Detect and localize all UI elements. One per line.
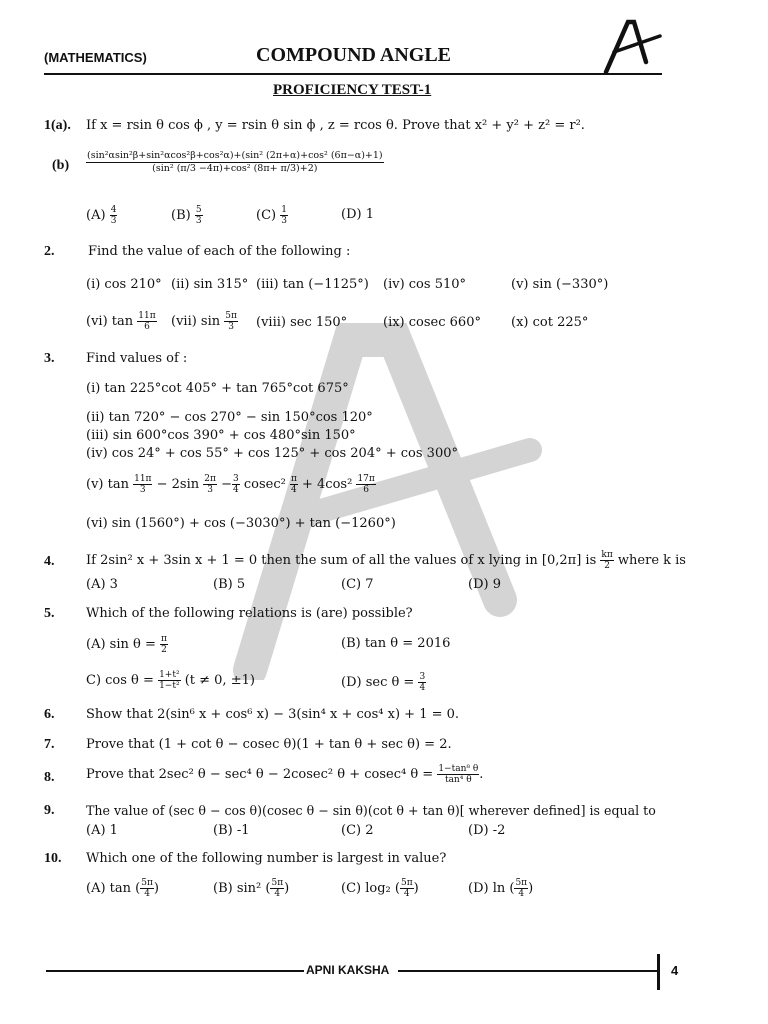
q4-number: 4.	[44, 554, 55, 569]
q10-number: 10.	[44, 851, 62, 866]
q8-text: Prove that 2sec² θ − sec⁴ θ − 2cosec² θ + cosec⁴ θ = $\frac{\text{1−tan⁸ θ}}{\text{tan⁴ θ}}$ .	[86, 764, 484, 785]
q10-option-b: (B) sin² ( $\frac{5\pi}{4}$ )	[213, 878, 290, 899]
q2-number: 2.	[44, 244, 55, 259]
footer-brand: APNI KAKSHA	[306, 963, 390, 977]
q7-number: 7.	[44, 737, 55, 752]
q6-text: Show that 2(sin⁶ x + cos⁶ x) − 3(sin⁴ x + cos⁴ x) + 1 = 0.	[86, 707, 460, 722]
q3-vi: (vi) sin (1560°) + cos (−3030°) + tan (−1260°)	[86, 516, 396, 531]
q2-viii: (viii) sec 150°	[256, 315, 348, 330]
q1b-denominator: (sin² (π/3 −4π)+cos² (8π+ π/3)+2)	[152, 163, 318, 174]
q9-option-d: (D) -2	[468, 823, 506, 838]
q1a-text: If x = rsin θ cos ϕ , y = rsin θ sin ϕ , z = rcos θ. Prove that x² + y² + z² = r².	[86, 118, 585, 133]
q4-option-d: (D) 9	[468, 577, 501, 592]
q2-iii: (iii) tan (−1125°)	[256, 277, 369, 292]
q3-iv: (iv) cos 24° + cos 55° + cos 125° + cos 204° + cos 300°	[86, 446, 458, 461]
test-title: PROFICIENCY TEST-1	[273, 82, 432, 98]
q5-text: Which of the following relations is (are) possible?	[86, 606, 413, 621]
q5-number: 5.	[44, 606, 55, 621]
q2-vi: (vi) tan $\frac{11\pi}{6}$	[86, 311, 156, 332]
q9-option-a: (A) 1	[86, 823, 118, 838]
q1b-option-c: (C) $\frac{1}{3}$	[256, 205, 287, 226]
q1a-number: 1(a).	[44, 118, 71, 133]
q2-iv: (iv) cos 510°	[383, 277, 467, 292]
header-rule	[44, 73, 662, 75]
q1b-option-b: (B) $\frac{5}{3}$	[171, 205, 202, 226]
q9-option-c: (C) 2	[341, 823, 374, 838]
footer-rule-left	[46, 970, 304, 972]
q1b-number: (b)	[52, 158, 70, 173]
q10-option-a: (A) tan ( $\frac{5\pi}{4}$ )	[86, 878, 159, 899]
q4-option-a: (A) 3	[86, 577, 118, 592]
q3-v: (v) tan $\frac{11\pi}{3}$ − 2sin $\frac{2\pi}{3}$ − $\frac{3}{4}$ cosec² $\frac{\pi}{4}$ + 4cos² $\frac{17\pi}{6}$	[86, 474, 375, 495]
q2-v: (v) sin (−330°)	[511, 277, 609, 292]
q5-option-d: (D) sec θ = $\frac{3}{4}$	[341, 672, 426, 693]
q10-text: Which one of the following number is largest in value?	[86, 851, 447, 866]
q2-ii: (ii) sin 315°	[171, 277, 249, 292]
q3-iii: (iii) sin 600°cos 390° + cos 480°sin 150°	[86, 428, 356, 443]
footer-divider	[657, 954, 660, 990]
q5-option-a: (A) sin θ = $\frac{\pi}{2}$	[86, 634, 167, 655]
q9-option-b: (B) -1	[213, 823, 250, 838]
q1b-numerator: (sin²αsin²β+sin²αcos²β+cos²α)+(sin² (2π+α)+cos² (6π−α)+1)	[87, 150, 383, 161]
q4-text: If 2sin² x + 3sin x + 1 = 0 then the sum of all the values of x lying in [0,2π] is $\frac{k\pi}{2}$ where k is	[86, 550, 686, 571]
q2-ix: (ix) cosec 660°	[383, 315, 481, 330]
q2-text: Find the value of each of the following :	[88, 244, 351, 259]
q1b-option-a: (A) $\frac{4}{3}$	[86, 205, 117, 226]
page-number: 4	[671, 963, 679, 978]
q10-option-c: (C) log₂ ( $\frac{5\pi}{4}$ )	[341, 878, 419, 899]
q3-text: Find values of :	[86, 351, 188, 366]
q5-option-c: C) cos θ = $\frac{\text{1+t²}}{\text{1−t²}}$ (t ≠ 0, ±1)	[86, 670, 255, 691]
q2-vii: (vii) sin $\frac{5\pi}{3}$	[171, 311, 237, 332]
q4-option-b: (B) 5	[213, 577, 246, 592]
brand-logo	[602, 18, 664, 74]
q10-option-d: (D) ln ( $\frac{5\pi}{4}$ )	[468, 878, 534, 899]
footer-rule-right	[398, 970, 657, 972]
q6-number: 6.	[44, 707, 55, 722]
q8-number: 8.	[44, 770, 55, 785]
chapter-title: COMPOUND ANGLE	[256, 44, 451, 66]
q3-ii: (ii) tan 720° − cos 270° − sin 150°cos 120°	[86, 410, 373, 425]
q3-i: (i) tan 225°cot 405° + tan 765°cot 675°	[86, 381, 349, 396]
q2-i: (i) cos 210°	[86, 277, 162, 292]
q1b-option-d: (D) 1	[341, 207, 374, 222]
q4-option-c: (C) 7	[341, 577, 374, 592]
q9-text: The value of (sec θ − cos θ)(cosec θ − sin θ)(cot θ + tan θ)[ wherever defined] is equal to	[86, 803, 656, 818]
subject-label: (MATHEMATICS)	[44, 50, 147, 65]
q5-option-b: (B) tan θ = 2016	[341, 636, 451, 651]
q2-x: (x) cot 225°	[511, 315, 589, 330]
q7-text: Prove that (1 + cot θ − cosec θ)(1 + tan θ + sec θ) = 2.	[86, 737, 452, 752]
q1b-expression	[86, 150, 384, 175]
q9-number: 9.	[44, 803, 55, 818]
q3-number: 3.	[44, 351, 55, 366]
